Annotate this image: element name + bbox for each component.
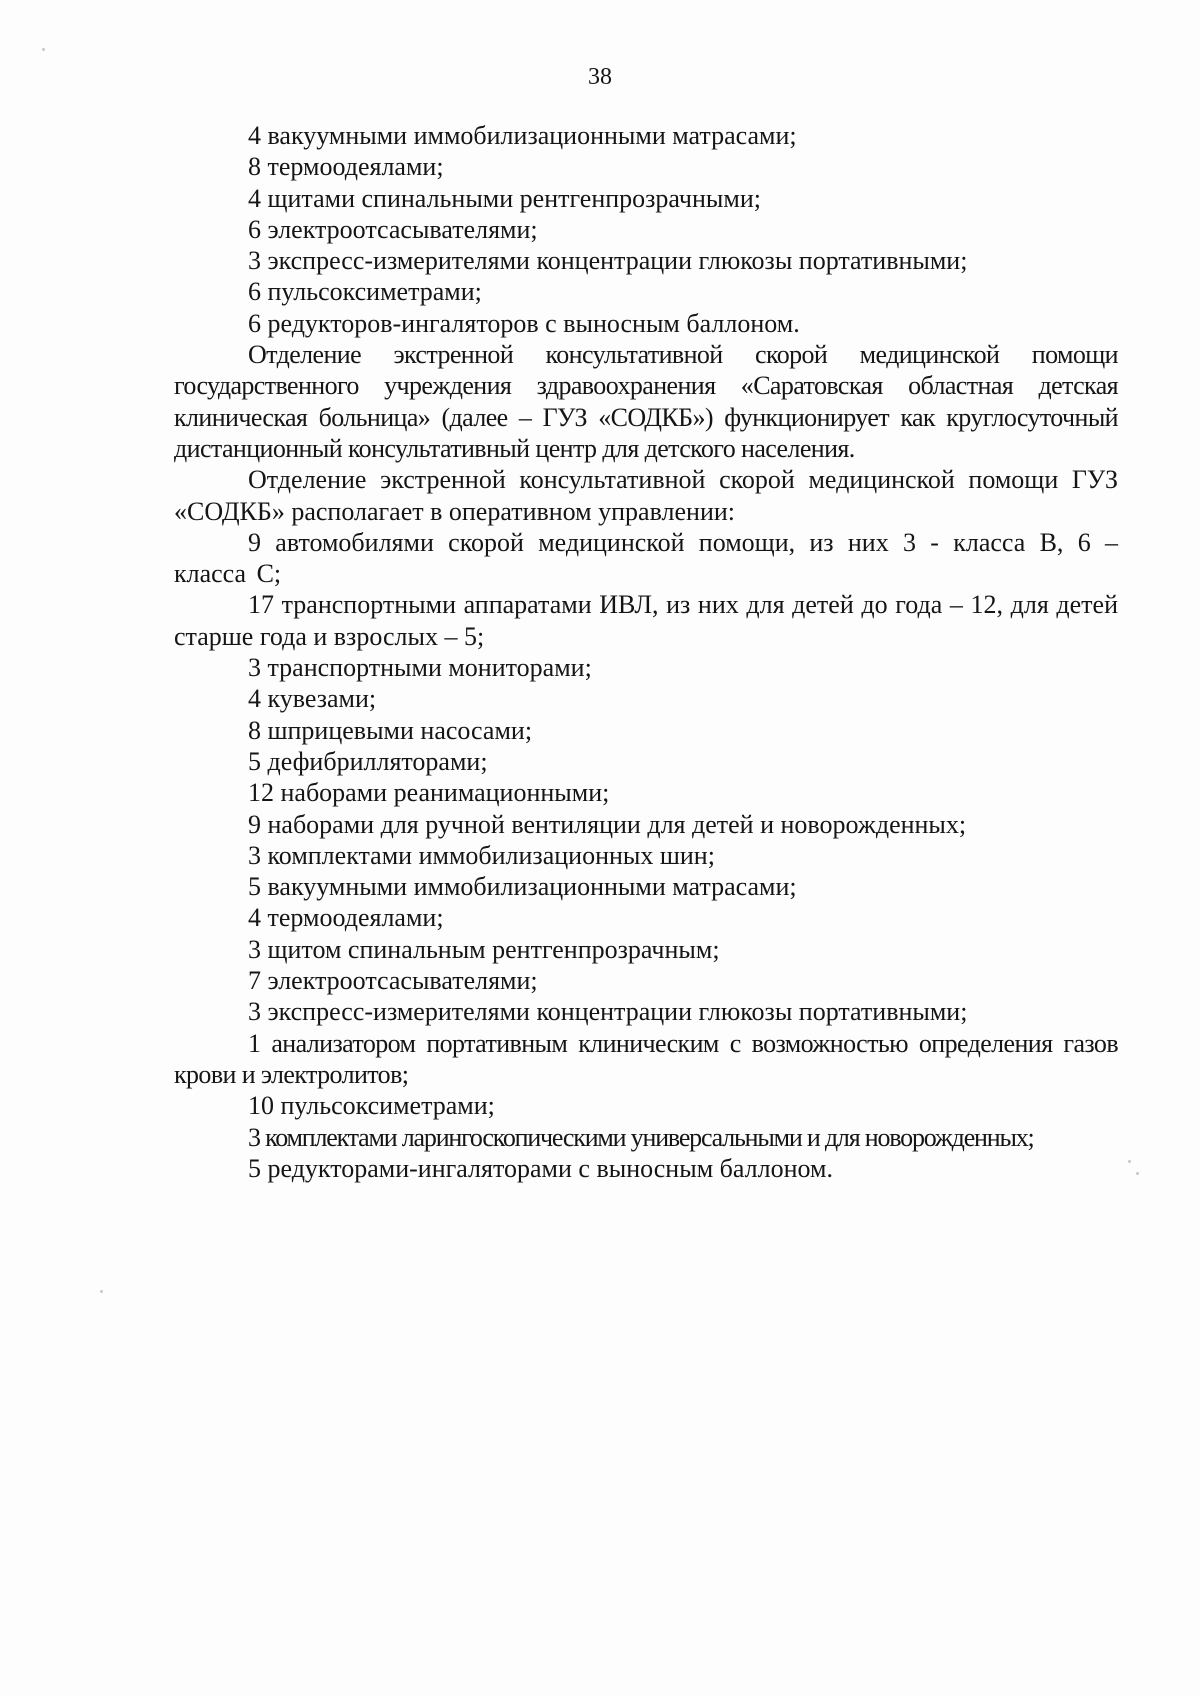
list-item: 4 щитами спинальными рентгенпрозрачными;: [248, 183, 761, 213]
scan-speck: [100, 1290, 103, 1293]
list-item: 3 комплектами ларингоскопическими универсальными и для новорожденных;: [248, 1122, 1034, 1152]
list-item: 12 наборами реанимационными;: [248, 778, 610, 808]
list-item: 17 транспортными аппаратами ИВЛ, из них для детей до года – 12, для детей старше года и взрослых – 5;: [174, 590, 1118, 651]
paragraph-department-intro: Отделение экстренной консультативной скорой медицинской помощи государственного учреждения здравоохранения «Саратовская областная детская клиническая больница» (далее – ГУЗ «СОДКБ») функционирует как круглосуточный дистанционный консультативный центр для детского населения.: [174, 340, 1118, 463]
list-item: 5 дефибрилляторами;: [248, 746, 488, 776]
list-item: 3 комплектами иммобилизационных шин;: [248, 840, 715, 870]
list-item: 4 термоодеялами;: [248, 903, 444, 933]
list-item: 1 анализатором портативным клиническим с возможностью определения газов крови и электролитов;: [174, 1028, 1118, 1089]
list-item: 10 пульсоксиметрами;: [248, 1091, 495, 1121]
scan-speck: [1136, 1172, 1139, 1175]
list-item: 5 редукторами-ингаляторами с выносным баллоном.: [248, 1153, 833, 1183]
document-body: [174, 120, 1118, 1184]
list-item: 6 электроотсасывателями;: [248, 214, 538, 244]
list-item: 5 вакуумными иммобилизационными матрасами;: [248, 872, 797, 902]
list-item: 6 пульсоксиметрами;: [248, 277, 482, 307]
list-item: 9 наборами для ручной вентиляции для детей и новорожденных;: [248, 809, 967, 839]
list-item: 4 кувезами;: [248, 684, 377, 714]
scan-speck: [1128, 1160, 1131, 1163]
list-item: 4 вакуумными иммобилизационными матрасами;: [248, 121, 797, 150]
list-item: 3 транспортными мониторами;: [248, 653, 592, 683]
list-item: 9 автомобилями скорой медицинской помощи, из них 3 - класса В, 6 – класса С;: [174, 527, 1118, 589]
page-number: 38: [588, 64, 612, 90]
list-item: 3 экспресс-измерителями концентрации глюкозы портативными;: [248, 246, 968, 276]
paragraph-department-equipment: Отделение экстренной консультативной скорой медицинской помощи ГУЗ «СОДКБ» располагает в оперативном управлении:: [174, 465, 1118, 526]
list-item: 8 шприцевыми насосами;: [248, 715, 533, 745]
list-item: 3 щитом спинальным рентгенпрозрачным;: [248, 934, 720, 964]
scan-speck: [42, 48, 45, 51]
list-item: 6 редукторов-ингаляторов с выносным баллоном.: [248, 308, 800, 338]
list-item: 8 термоодеялами;: [248, 152, 444, 182]
list-item: 7 электроотсасывателями;: [248, 966, 538, 996]
list-item: 3 экспресс-измерителями концентрации глюкозы портативными;: [248, 997, 968, 1027]
